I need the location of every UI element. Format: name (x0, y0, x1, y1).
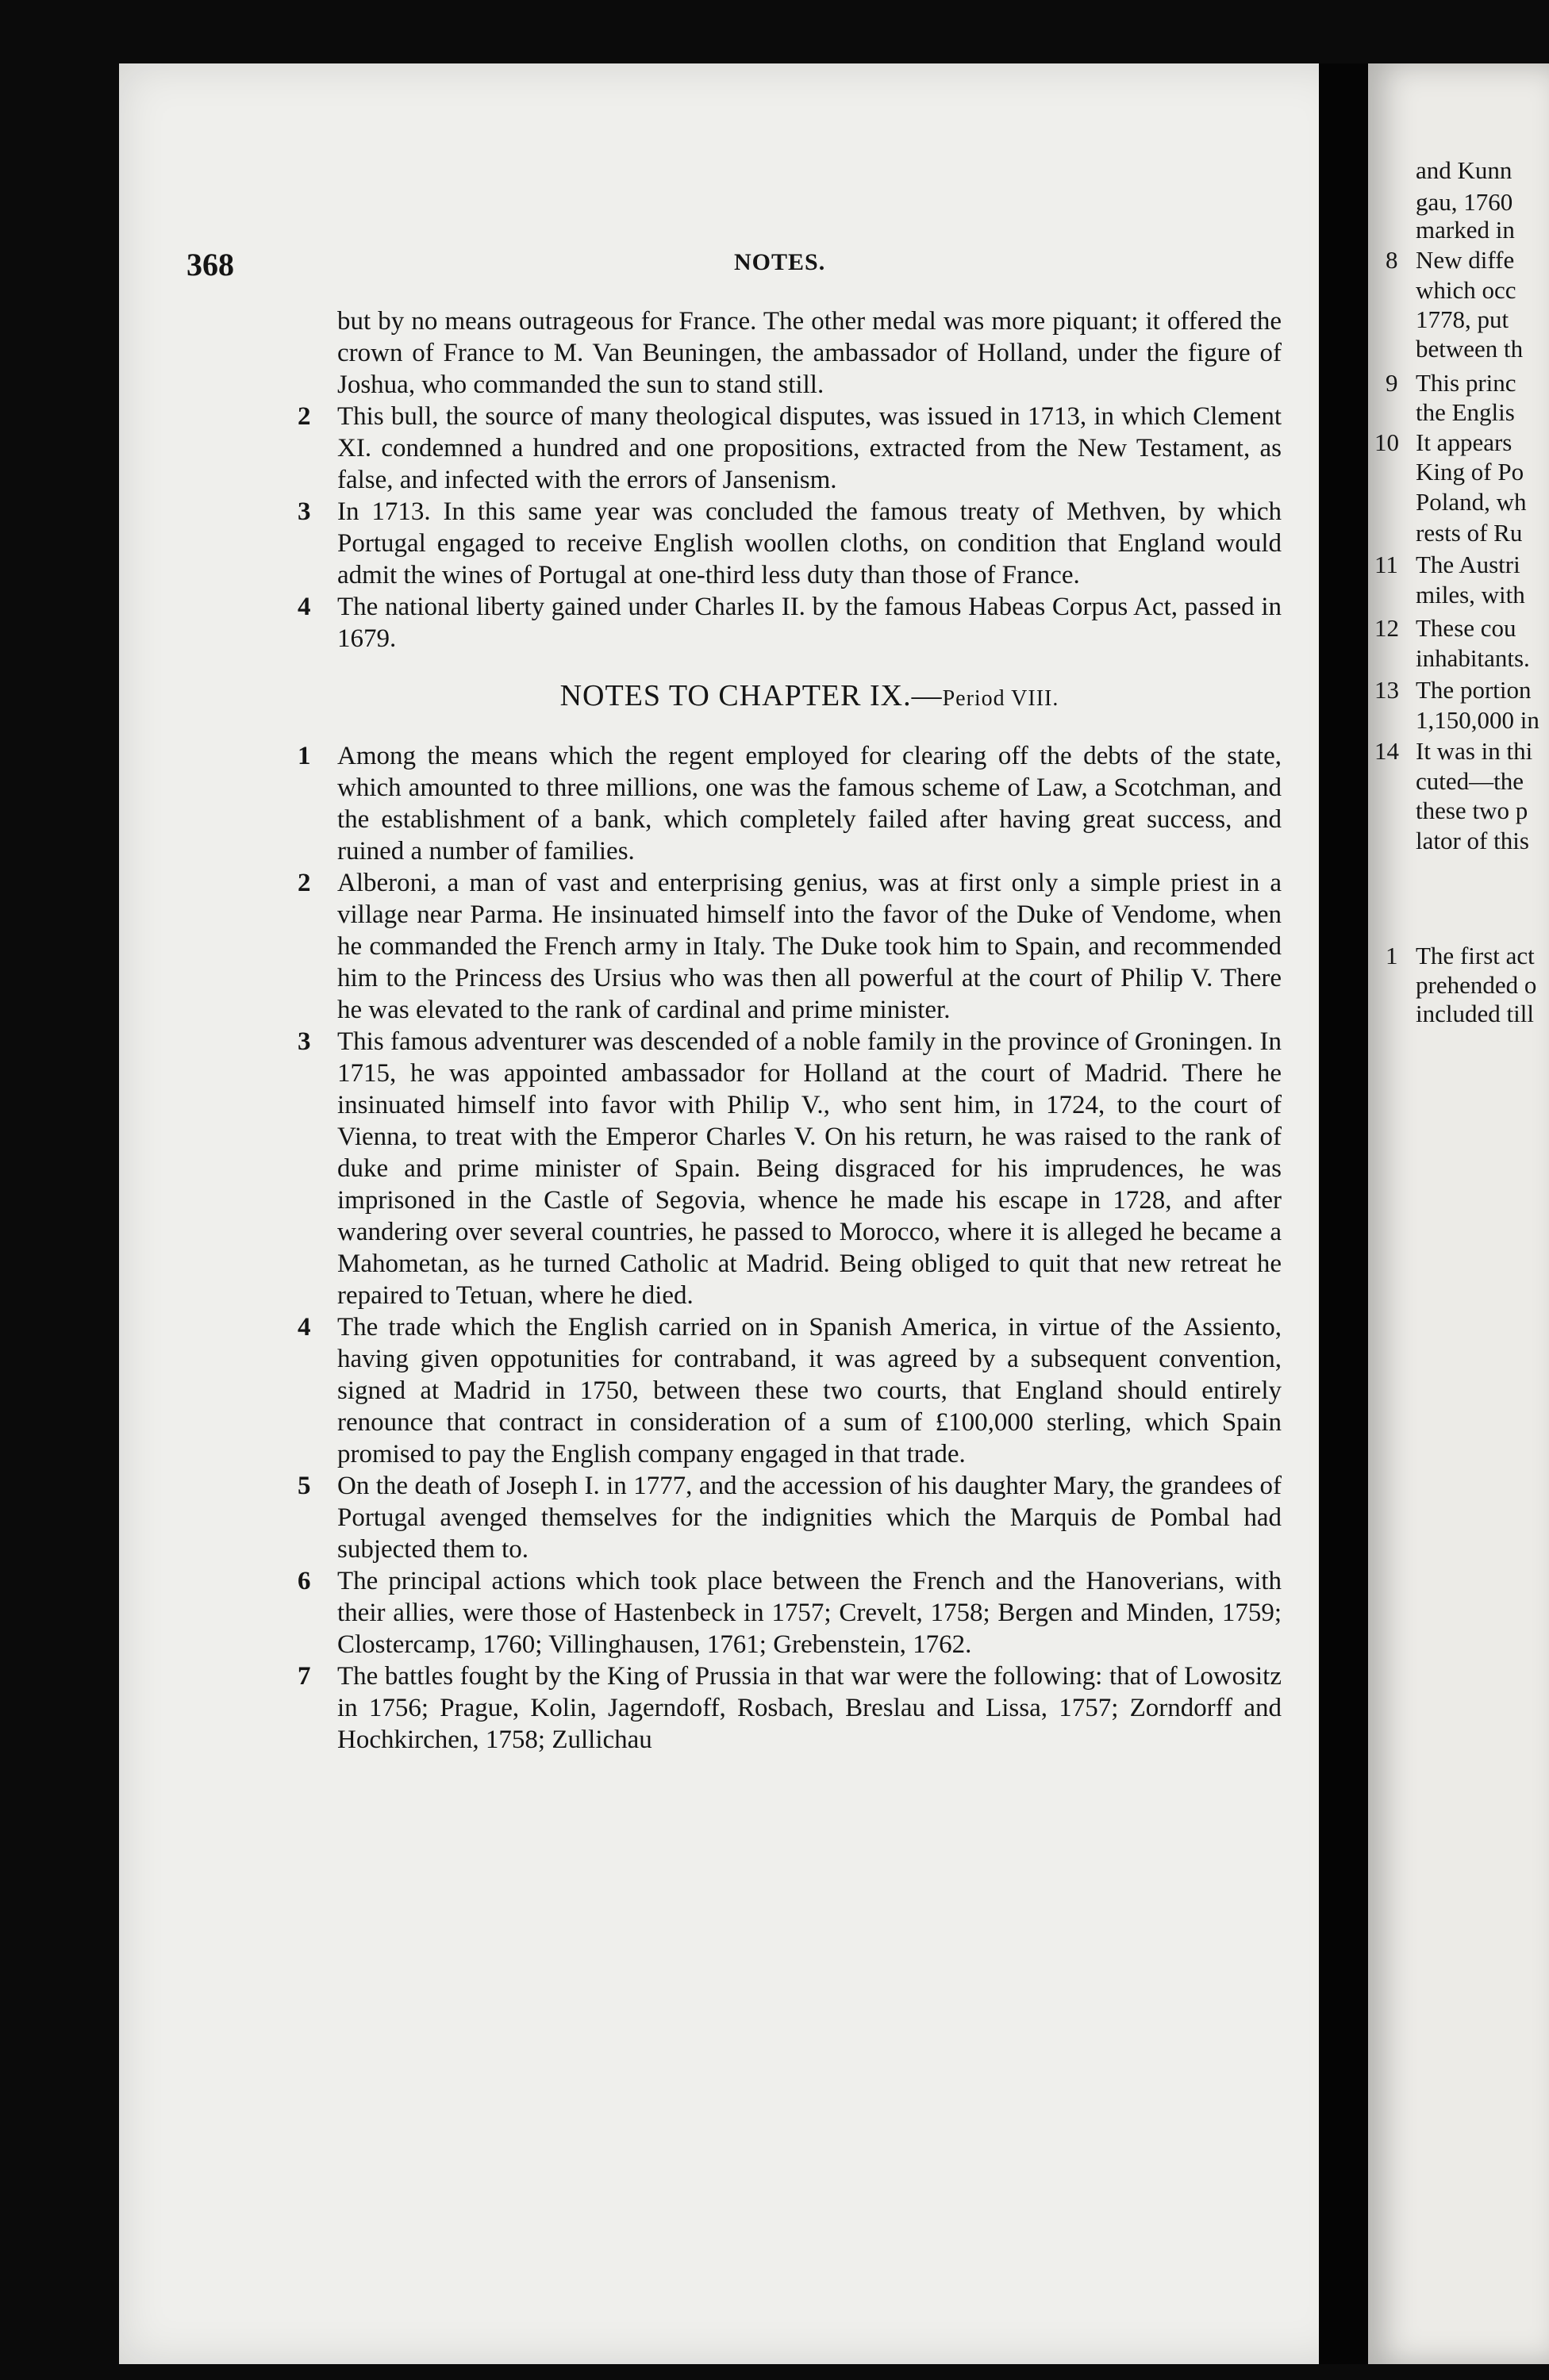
right-note-number: 14 (1374, 737, 1399, 765)
note-item (298, 401, 1282, 496)
right-line: The portion (1416, 676, 1532, 704)
right-line: prehended o (1416, 971, 1537, 999)
note-text: The battles fought by the King of Prussia in that war were the following: that of Lowositz in 1756; Prague, Kolin, Jagerndoff, Rosbach, Breslau and Lissa, 1757; Zorndorff and Hochkirchen, 1758; Zullichau (337, 1662, 1282, 1754)
note-number: 3 (298, 1027, 311, 1056)
right-line: The first act (1416, 942, 1535, 969)
right-line: It appears (1416, 428, 1512, 456)
note-text: Among the means which the regent employed for clearing off the debts of the state, which amounted to three millions, one was the famous scheme of Law, a Scotchman, and the establishment of a bank, which completely failed after having great success, and ruined a number of families. (337, 742, 1282, 866)
right-line: the Englis (1416, 398, 1515, 426)
right-line: These cou (1416, 614, 1516, 642)
right-line: 1778, put (1416, 305, 1509, 333)
right-line: and Kunn (1416, 156, 1512, 184)
chapter-heading-main: NOTES TO CHAPTER IX.— (559, 679, 943, 712)
right-line: It was in thi (1416, 737, 1533, 765)
note-item (298, 1565, 1282, 1660)
right-page (1368, 63, 1549, 2364)
right-note-number: 8 (1386, 246, 1398, 274)
right-line: 1,150,000 in (1416, 706, 1539, 734)
note-text: The principal actions which took place between the French and the Hanoverians, with their allies, were those of Hastenbeck in 1757; Crevelt, 1758; Bergen and Minden, 1759; Clostercamp, 1760; Villinghausen, 1761; Grebenstein, 1762. (337, 1567, 1282, 1659)
right-line: between th (1416, 335, 1524, 363)
note-item (298, 740, 1282, 867)
note-number: 7 (298, 1662, 311, 1691)
continued-paragraph: but by no means outrageous for France. The other medal was more piquant; it offered the crown of France to M. Van Beuningen, the ambassador of Holland, under the figure of Joshua, who commanded the sun to stand still. (337, 307, 1282, 399)
right-line: marked in (1416, 216, 1515, 244)
right-line: New diffe (1416, 246, 1515, 274)
note-text: In 1713. In this same year was concluded the famous treaty of Methven, by which Portugal engaged to receive English woollen cloths, on condition that England would admit the wines of Portugal at one-third less duty than those of France. (337, 497, 1282, 589)
note-item (298, 1470, 1282, 1565)
note-number: 6 (298, 1567, 311, 1595)
right-line: miles, with (1416, 581, 1525, 608)
right-note-number: 12 (1374, 614, 1399, 642)
note-number: 4 (298, 1313, 311, 1342)
note-item (298, 496, 1282, 591)
chapter-heading-period: Period VIII. (942, 686, 1059, 711)
right-line: included till (1416, 1000, 1534, 1027)
right-line: cuted—the (1416, 767, 1524, 795)
note-number: 2 (298, 869, 311, 897)
running-head: NOTES. (734, 249, 826, 275)
right-note-number: 13 (1374, 676, 1399, 704)
note-item (298, 591, 1282, 654)
right-page-text (1368, 63, 1549, 2364)
book-gutter (1319, 63, 1368, 2364)
right-line: The Austri (1416, 551, 1520, 578)
right-line: gau, 1760 (1416, 188, 1513, 216)
chapter-heading (337, 680, 1282, 715)
note-text: On the death of Joseph I. in 1777, and the accession of his daughter Mary, the grandees of Portugal avenged themselves for the indignities which the Marquis de Pombal had subjected them to. (337, 1472, 1282, 1564)
right-line: This princ (1416, 369, 1516, 397)
note-number: 5 (298, 1472, 311, 1500)
page-number: 368 (186, 247, 234, 282)
right-note-number: 9 (1386, 369, 1398, 397)
right-line: these two p (1416, 797, 1528, 824)
right-note-number: 1 (1386, 942, 1398, 969)
right-line: inhabitants. (1416, 644, 1530, 672)
right-line: Poland, wh (1416, 488, 1527, 516)
note-text: This bull, the source of many theological disputes, was issued in 1713, in which Clement XI. condemned a hundred and one propositions, extracted from the New Testament, as false, and infected with the errors of Jansenism. (337, 402, 1282, 494)
note-item (298, 1026, 1282, 1311)
right-line: which occ (1416, 276, 1516, 304)
page-header (186, 246, 1282, 286)
right-note-number: 10 (1374, 428, 1399, 456)
note-text: The national liberty gained under Charles II. by the famous Habeas Corpus Act, passed in 1679. (337, 593, 1282, 653)
note-text: Alberoni, a man of vast and enterprising genius, was at first only a simple priest in a village near Parma. He insinuated himself into the favor of the Duke of Vendome, when he commanded the French army in Italy. The Duke took him to Spain, and recommended him to the Princess des Ursius who was then all powerful at the court of Philip V. There he was elevated to the rank of cardinal and prime minister. (337, 869, 1282, 1024)
right-line: King of Po (1416, 458, 1524, 486)
note-text: The trade which the English carried on in Spanish America, in virtue of the Assiento, having given oppotunities for contraband, it was agreed by a subsequent convention, signed at Madrid in 1750, between these two courts, that England should entirely renounce that contract in consideration of a sum of £100,000 sterling, which Spain promised to pay the English company engaged in that trade. (337, 1313, 1282, 1468)
note-item (298, 867, 1282, 1026)
note-item (298, 1660, 1282, 1756)
note-number: 2 (298, 402, 311, 431)
right-line: lator of this (1416, 827, 1529, 854)
note-text: This famous adventurer was descended of a noble family in the province of Groningen. In 1715, he was appointed ambassador for Holland at the court of Madrid. There he insinuated himself into favor with Philip V., who sent him, in 1724, to the court of Vienna, to treat with the Emperor Charles V. On his return, he was raised to the rank of duke and prime minister of Spain. Being disgraced for his imprudences, he was imprisoned in the Castle of Segovia, whence he made his escape in 1728, and after wandering over several countries, he passed to Morocco, where it is alleged he became a Mahometan, as he turned Catholic at Madrid. Being obliged to quit that new retreat he repaired to Tetuan, where he died. (337, 1027, 1282, 1310)
note-item (298, 1311, 1282, 1470)
right-note-number: 11 (1374, 551, 1398, 578)
notes-text (298, 305, 1282, 1756)
note-number: 1 (298, 742, 311, 770)
note-number: 3 (298, 497, 311, 526)
right-line: rests of Ru (1416, 519, 1523, 547)
note-number: 4 (298, 593, 311, 621)
